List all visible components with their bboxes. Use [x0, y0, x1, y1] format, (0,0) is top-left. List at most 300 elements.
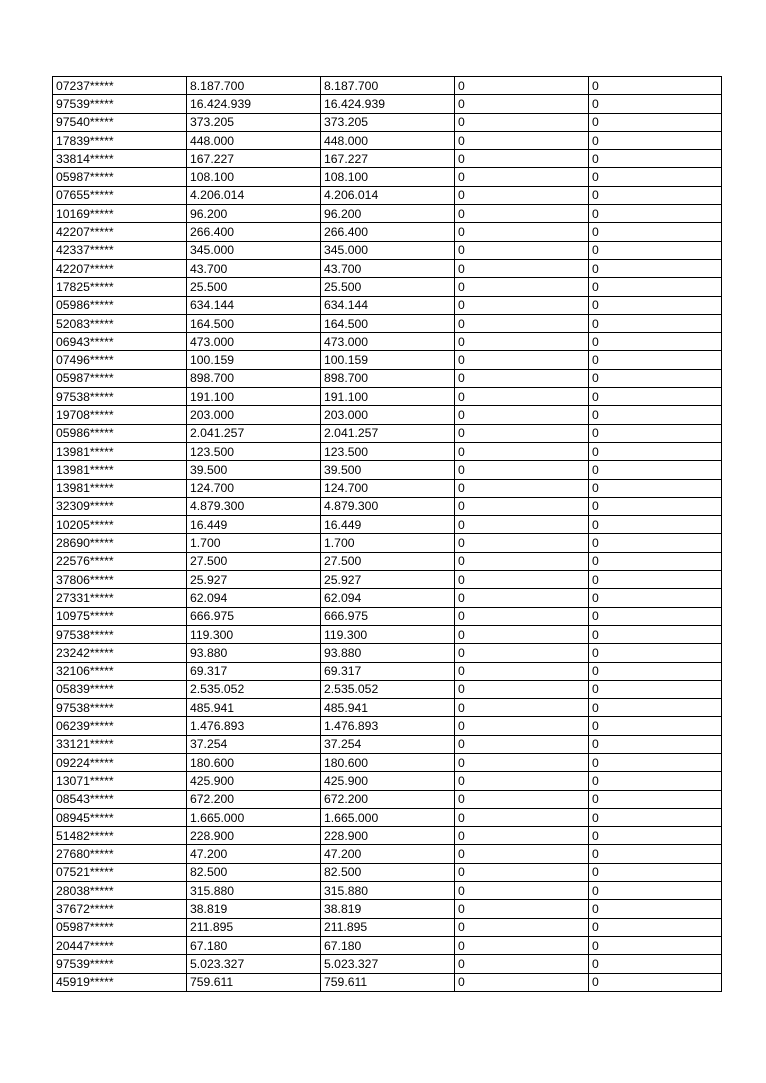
- zero-cell-a: 0: [455, 131, 589, 149]
- id-cell: 32309*****: [53, 497, 187, 515]
- id-cell: 28690*****: [53, 534, 187, 552]
- id-cell: 05839*****: [53, 680, 187, 698]
- amount-repeat-cell: 108.100: [321, 168, 455, 186]
- zero-cell-b: 0: [589, 955, 722, 973]
- zero-cell-a: 0: [455, 936, 589, 954]
- amount-cell: 228.900: [187, 827, 321, 845]
- amount-cell: 1.665.000: [187, 808, 321, 826]
- id-cell: 19708*****: [53, 406, 187, 424]
- table-row: [53, 552, 722, 570]
- zero-cell-a: 0: [455, 406, 589, 424]
- zero-cell-a: 0: [455, 369, 589, 387]
- id-cell: 97538*****: [53, 625, 187, 643]
- id-cell: 17839*****: [53, 131, 187, 149]
- table-row: [53, 827, 722, 845]
- table-row: [53, 589, 722, 607]
- id-cell: 28038*****: [53, 882, 187, 900]
- amount-cell: 898.700: [187, 369, 321, 387]
- table-row: [53, 131, 722, 149]
- amount-repeat-cell: 67.180: [321, 936, 455, 954]
- zero-cell-a: 0: [455, 388, 589, 406]
- id-cell: 06943*****: [53, 333, 187, 351]
- zero-cell-b: 0: [589, 461, 722, 479]
- amount-repeat-cell: 211.895: [321, 918, 455, 936]
- zero-cell-a: 0: [455, 680, 589, 698]
- amount-cell: 672.200: [187, 790, 321, 808]
- zero-cell-b: 0: [589, 607, 722, 625]
- zero-cell-a: 0: [455, 827, 589, 845]
- zero-cell-a: 0: [455, 516, 589, 534]
- amount-repeat-cell: 82.500: [321, 863, 455, 881]
- zero-cell-a: 0: [455, 607, 589, 625]
- zero-cell-a: 0: [455, 314, 589, 332]
- zero-cell-b: 0: [589, 790, 722, 808]
- table-row: [53, 95, 722, 113]
- zero-cell-b: 0: [589, 150, 722, 168]
- table-row: [53, 644, 722, 662]
- zero-cell-b: 0: [589, 973, 722, 991]
- zero-cell-a: 0: [455, 808, 589, 826]
- id-cell: 37806*****: [53, 571, 187, 589]
- amount-repeat-cell: 16.449: [321, 516, 455, 534]
- amount-repeat-cell: 69.317: [321, 662, 455, 680]
- amount-repeat-cell: 96.200: [321, 205, 455, 223]
- zero-cell-b: 0: [589, 808, 722, 826]
- id-cell: 07496*****: [53, 351, 187, 369]
- amount-repeat-cell: 485.941: [321, 699, 455, 717]
- id-cell: 27331*****: [53, 589, 187, 607]
- table-row: [53, 955, 722, 973]
- id-cell: 05987*****: [53, 168, 187, 186]
- zero-cell-a: 0: [455, 223, 589, 241]
- zero-cell-b: 0: [589, 186, 722, 204]
- amount-repeat-cell: 119.300: [321, 625, 455, 643]
- amount-repeat-cell: 448.000: [321, 131, 455, 149]
- amount-cell: 634.144: [187, 296, 321, 314]
- zero-cell-b: 0: [589, 95, 722, 113]
- id-cell: 17825*****: [53, 278, 187, 296]
- id-cell: 13071*****: [53, 772, 187, 790]
- zero-cell-a: 0: [455, 735, 589, 753]
- data-table: [52, 76, 722, 992]
- table-row: [53, 662, 722, 680]
- zero-cell-a: 0: [455, 95, 589, 113]
- zero-cell-b: 0: [589, 863, 722, 881]
- amount-cell: 93.880: [187, 644, 321, 662]
- amount-repeat-cell: 180.600: [321, 753, 455, 771]
- amount-cell: 123.500: [187, 442, 321, 460]
- zero-cell-a: 0: [455, 497, 589, 515]
- table-row: [53, 168, 722, 186]
- amount-cell: 203.000: [187, 406, 321, 424]
- zero-cell-b: 0: [589, 516, 722, 534]
- amount-repeat-cell: 672.200: [321, 790, 455, 808]
- amount-repeat-cell: 1.665.000: [321, 808, 455, 826]
- zero-cell-b: 0: [589, 205, 722, 223]
- amount-repeat-cell: 39.500: [321, 461, 455, 479]
- zero-cell-a: 0: [455, 534, 589, 552]
- id-cell: 20447*****: [53, 936, 187, 954]
- amount-cell: 16.449: [187, 516, 321, 534]
- zero-cell-a: 0: [455, 717, 589, 735]
- table-row: [53, 753, 722, 771]
- table-row: [53, 571, 722, 589]
- zero-cell-b: 0: [589, 680, 722, 698]
- amount-repeat-cell: 38.819: [321, 900, 455, 918]
- amount-cell: 373.205: [187, 113, 321, 131]
- zero-cell-b: 0: [589, 351, 722, 369]
- document-page: [52, 76, 721, 992]
- table-row: [53, 333, 722, 351]
- zero-cell-b: 0: [589, 918, 722, 936]
- table-row: [53, 882, 722, 900]
- id-cell: 32106*****: [53, 662, 187, 680]
- zero-cell-a: 0: [455, 479, 589, 497]
- table-row: [53, 278, 722, 296]
- amount-repeat-cell: 37.254: [321, 735, 455, 753]
- zero-cell-a: 0: [455, 296, 589, 314]
- id-cell: 33814*****: [53, 150, 187, 168]
- id-cell: 42207*****: [53, 223, 187, 241]
- id-cell: 13981*****: [53, 442, 187, 460]
- amount-cell: 16.424.939: [187, 95, 321, 113]
- zero-cell-a: 0: [455, 333, 589, 351]
- amount-cell: 345.000: [187, 241, 321, 259]
- amount-repeat-cell: 5.023.327: [321, 955, 455, 973]
- zero-cell-a: 0: [455, 351, 589, 369]
- amount-cell: 4.206.014: [187, 186, 321, 204]
- amount-cell: 2.535.052: [187, 680, 321, 698]
- zero-cell-a: 0: [455, 753, 589, 771]
- zero-cell-b: 0: [589, 571, 722, 589]
- table-row: [53, 77, 722, 95]
- zero-cell-b: 0: [589, 388, 722, 406]
- amount-cell: 27.500: [187, 552, 321, 570]
- zero-cell-b: 0: [589, 296, 722, 314]
- zero-cell-a: 0: [455, 662, 589, 680]
- id-cell: 13981*****: [53, 479, 187, 497]
- zero-cell-b: 0: [589, 113, 722, 131]
- amount-cell: 43.700: [187, 259, 321, 277]
- zero-cell-a: 0: [455, 790, 589, 808]
- zero-cell-b: 0: [589, 77, 722, 95]
- zero-cell-b: 0: [589, 278, 722, 296]
- amount-repeat-cell: 191.100: [321, 388, 455, 406]
- amount-cell: 167.227: [187, 150, 321, 168]
- id-cell: 97538*****: [53, 388, 187, 406]
- amount-cell: 666.975: [187, 607, 321, 625]
- table-row: [53, 497, 722, 515]
- amount-repeat-cell: 759.611: [321, 973, 455, 991]
- table-row: [53, 479, 722, 497]
- zero-cell-a: 0: [455, 699, 589, 717]
- amount-repeat-cell: 123.500: [321, 442, 455, 460]
- zero-cell-b: 0: [589, 699, 722, 717]
- amount-cell: 266.400: [187, 223, 321, 241]
- amount-cell: 67.180: [187, 936, 321, 954]
- id-cell: 45919*****: [53, 973, 187, 991]
- zero-cell-a: 0: [455, 955, 589, 973]
- zero-cell-a: 0: [455, 772, 589, 790]
- zero-cell-b: 0: [589, 314, 722, 332]
- amount-repeat-cell: 167.227: [321, 150, 455, 168]
- table-row: [53, 918, 722, 936]
- amount-cell: 119.300: [187, 625, 321, 643]
- table-row: [53, 442, 722, 460]
- zero-cell-a: 0: [455, 168, 589, 186]
- zero-cell-b: 0: [589, 223, 722, 241]
- zero-cell-b: 0: [589, 717, 722, 735]
- amount-cell: 180.600: [187, 753, 321, 771]
- amount-cell: 25.500: [187, 278, 321, 296]
- table-row: [53, 369, 722, 387]
- zero-cell-b: 0: [589, 552, 722, 570]
- zero-cell-a: 0: [455, 442, 589, 460]
- table-row: [53, 186, 722, 204]
- amount-repeat-cell: 4.206.014: [321, 186, 455, 204]
- amount-repeat-cell: 62.094: [321, 589, 455, 607]
- id-cell: 97539*****: [53, 95, 187, 113]
- table-row: [53, 845, 722, 863]
- amount-repeat-cell: 25.500: [321, 278, 455, 296]
- amount-cell: 2.041.257: [187, 424, 321, 442]
- amount-cell: 191.100: [187, 388, 321, 406]
- zero-cell-a: 0: [455, 863, 589, 881]
- table-row: [53, 461, 722, 479]
- zero-cell-b: 0: [589, 479, 722, 497]
- zero-cell-a: 0: [455, 845, 589, 863]
- table-row: [53, 424, 722, 442]
- zero-cell-b: 0: [589, 936, 722, 954]
- zero-cell-b: 0: [589, 735, 722, 753]
- amount-cell: 96.200: [187, 205, 321, 223]
- amount-cell: 25.927: [187, 571, 321, 589]
- amount-cell: 448.000: [187, 131, 321, 149]
- id-cell: 09224*****: [53, 753, 187, 771]
- table-row: [53, 900, 722, 918]
- amount-repeat-cell: 27.500: [321, 552, 455, 570]
- table-row: [53, 680, 722, 698]
- amount-cell: 485.941: [187, 699, 321, 717]
- zero-cell-b: 0: [589, 827, 722, 845]
- table-row: [53, 223, 722, 241]
- amount-cell: 4.879.300: [187, 497, 321, 515]
- zero-cell-b: 0: [589, 882, 722, 900]
- zero-cell-b: 0: [589, 845, 722, 863]
- amount-repeat-cell: 1.700: [321, 534, 455, 552]
- amount-repeat-cell: 228.900: [321, 827, 455, 845]
- zero-cell-b: 0: [589, 424, 722, 442]
- table-row: [53, 241, 722, 259]
- id-cell: 42337*****: [53, 241, 187, 259]
- amount-cell: 473.000: [187, 333, 321, 351]
- zero-cell-b: 0: [589, 442, 722, 460]
- zero-cell-a: 0: [455, 259, 589, 277]
- amount-cell: 82.500: [187, 863, 321, 881]
- zero-cell-b: 0: [589, 131, 722, 149]
- amount-cell: 425.900: [187, 772, 321, 790]
- zero-cell-a: 0: [455, 644, 589, 662]
- amount-cell: 47.200: [187, 845, 321, 863]
- table-row: [53, 516, 722, 534]
- amount-repeat-cell: 8.187.700: [321, 77, 455, 95]
- zero-cell-a: 0: [455, 186, 589, 204]
- amount-repeat-cell: 16.424.939: [321, 95, 455, 113]
- table-row: [53, 351, 722, 369]
- table-row: [53, 735, 722, 753]
- id-cell: 07521*****: [53, 863, 187, 881]
- id-cell: 52083*****: [53, 314, 187, 332]
- amount-repeat-cell: 203.000: [321, 406, 455, 424]
- zero-cell-b: 0: [589, 662, 722, 680]
- zero-cell-a: 0: [455, 973, 589, 991]
- table-row: [53, 863, 722, 881]
- amount-cell: 62.094: [187, 589, 321, 607]
- zero-cell-b: 0: [589, 534, 722, 552]
- zero-cell-b: 0: [589, 900, 722, 918]
- zero-cell-b: 0: [589, 241, 722, 259]
- amount-cell: 5.023.327: [187, 955, 321, 973]
- id-cell: 23242*****: [53, 644, 187, 662]
- amount-cell: 108.100: [187, 168, 321, 186]
- table-row: [53, 534, 722, 552]
- amount-repeat-cell: 315.880: [321, 882, 455, 900]
- zero-cell-b: 0: [589, 772, 722, 790]
- id-cell: 06239*****: [53, 717, 187, 735]
- amount-repeat-cell: 266.400: [321, 223, 455, 241]
- id-cell: 10169*****: [53, 205, 187, 223]
- zero-cell-a: 0: [455, 882, 589, 900]
- table-row: [53, 259, 722, 277]
- amount-repeat-cell: 4.879.300: [321, 497, 455, 515]
- table-row: [53, 772, 722, 790]
- amount-cell: 38.819: [187, 900, 321, 918]
- amount-repeat-cell: 898.700: [321, 369, 455, 387]
- zero-cell-a: 0: [455, 77, 589, 95]
- id-cell: 37672*****: [53, 900, 187, 918]
- id-cell: 97540*****: [53, 113, 187, 131]
- amount-cell: 39.500: [187, 461, 321, 479]
- zero-cell-a: 0: [455, 278, 589, 296]
- table-row: [53, 936, 722, 954]
- table-row: [53, 113, 722, 131]
- amount-cell: 759.611: [187, 973, 321, 991]
- amount-cell: 1.700: [187, 534, 321, 552]
- table-row: [53, 625, 722, 643]
- zero-cell-a: 0: [455, 150, 589, 168]
- amount-repeat-cell: 100.159: [321, 351, 455, 369]
- amount-repeat-cell: 25.927: [321, 571, 455, 589]
- amount-repeat-cell: 425.900: [321, 772, 455, 790]
- id-cell: 97538*****: [53, 699, 187, 717]
- amount-repeat-cell: 43.700: [321, 259, 455, 277]
- id-cell: 13981*****: [53, 461, 187, 479]
- id-cell: 07655*****: [53, 186, 187, 204]
- zero-cell-b: 0: [589, 406, 722, 424]
- table-row: [53, 314, 722, 332]
- id-cell: 51482*****: [53, 827, 187, 845]
- zero-cell-a: 0: [455, 241, 589, 259]
- id-cell: 33121*****: [53, 735, 187, 753]
- amount-cell: 164.500: [187, 314, 321, 332]
- amount-cell: 100.159: [187, 351, 321, 369]
- amount-repeat-cell: 2.041.257: [321, 424, 455, 442]
- zero-cell-b: 0: [589, 497, 722, 515]
- zero-cell-a: 0: [455, 424, 589, 442]
- table-row: [53, 205, 722, 223]
- zero-cell-a: 0: [455, 552, 589, 570]
- id-cell: 97539*****: [53, 955, 187, 973]
- table-row: [53, 388, 722, 406]
- id-cell: 22576*****: [53, 552, 187, 570]
- zero-cell-a: 0: [455, 918, 589, 936]
- amount-cell: 124.700: [187, 479, 321, 497]
- id-cell: 05987*****: [53, 918, 187, 936]
- table-row: [53, 150, 722, 168]
- zero-cell-b: 0: [589, 168, 722, 186]
- table-row: [53, 717, 722, 735]
- table-row: [53, 699, 722, 717]
- amount-repeat-cell: 164.500: [321, 314, 455, 332]
- amount-repeat-cell: 666.975: [321, 607, 455, 625]
- id-cell: 05986*****: [53, 424, 187, 442]
- id-cell: 08543*****: [53, 790, 187, 808]
- id-cell: 27680*****: [53, 845, 187, 863]
- id-cell: 10975*****: [53, 607, 187, 625]
- id-cell: 08945*****: [53, 808, 187, 826]
- zero-cell-a: 0: [455, 205, 589, 223]
- amount-repeat-cell: 373.205: [321, 113, 455, 131]
- amount-cell: 37.254: [187, 735, 321, 753]
- zero-cell-b: 0: [589, 369, 722, 387]
- id-cell: 10205*****: [53, 516, 187, 534]
- id-cell: 42207*****: [53, 259, 187, 277]
- table-row: [53, 296, 722, 314]
- table-row: [53, 808, 722, 826]
- zero-cell-b: 0: [589, 333, 722, 351]
- amount-repeat-cell: 634.144: [321, 296, 455, 314]
- zero-cell-b: 0: [589, 589, 722, 607]
- table-row: [53, 406, 722, 424]
- amount-repeat-cell: 1.476.893: [321, 717, 455, 735]
- table-row: [53, 790, 722, 808]
- amount-cell: 315.880: [187, 882, 321, 900]
- zero-cell-a: 0: [455, 625, 589, 643]
- amount-cell: 211.895: [187, 918, 321, 936]
- amount-cell: 8.187.700: [187, 77, 321, 95]
- amount-repeat-cell: 2.535.052: [321, 680, 455, 698]
- id-cell: 05987*****: [53, 369, 187, 387]
- amount-repeat-cell: 345.000: [321, 241, 455, 259]
- zero-cell-a: 0: [455, 461, 589, 479]
- id-cell: 07237*****: [53, 77, 187, 95]
- amount-repeat-cell: 124.700: [321, 479, 455, 497]
- table-row: [53, 973, 722, 991]
- amount-cell: 1.476.893: [187, 717, 321, 735]
- amount-repeat-cell: 47.200: [321, 845, 455, 863]
- zero-cell-b: 0: [589, 753, 722, 771]
- amount-repeat-cell: 473.000: [321, 333, 455, 351]
- id-cell: 05986*****: [53, 296, 187, 314]
- zero-cell-b: 0: [589, 625, 722, 643]
- table-row: [53, 607, 722, 625]
- zero-cell-b: 0: [589, 259, 722, 277]
- zero-cell-a: 0: [455, 900, 589, 918]
- amount-cell: 69.317: [187, 662, 321, 680]
- zero-cell-a: 0: [455, 113, 589, 131]
- zero-cell-a: 0: [455, 571, 589, 589]
- zero-cell-a: 0: [455, 589, 589, 607]
